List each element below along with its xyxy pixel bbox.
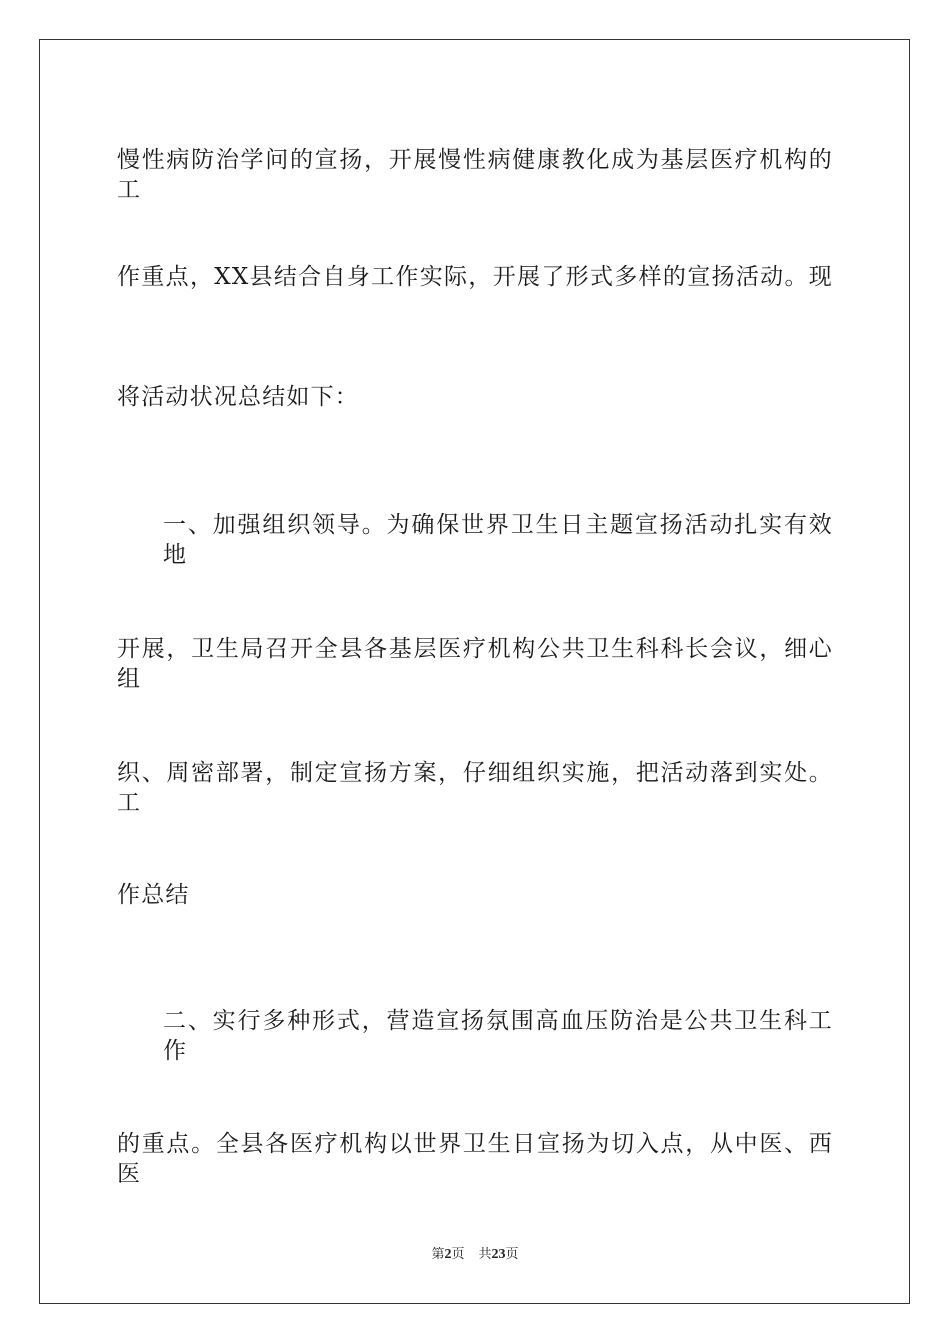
body-line-6: 织、周密部署，制定宣扬方案，仔细组织实施，把活动落到实处。工 bbox=[117, 760, 833, 816]
body-line-7: 作总结 bbox=[117, 882, 190, 908]
page-prefix: 第 bbox=[431, 1247, 445, 1262]
body-line-3: 将活动状况总结如下： bbox=[117, 384, 359, 410]
total-pages: 23 bbox=[491, 1247, 506, 1262]
body-line-8: 二、实行多种形式，营造宣扬氛围高血压防治是公共卫生科工作 bbox=[163, 1008, 833, 1064]
page-footer bbox=[0, 1246, 950, 1264]
body-line-1: 慢性病防治学问的宣扬，开展慢性病健康教化成为基层医疗机构的工 bbox=[117, 147, 833, 203]
body-line-5: 开展，卫生局召开全县各基层医疗机构公共卫生科科长会议，细心组 bbox=[117, 636, 833, 692]
total-prefix: 共 bbox=[478, 1247, 492, 1262]
body-line-9: 的重点。全县各医疗机构以世界卫生日宣扬为切入点，从中医、西医 bbox=[117, 1131, 833, 1187]
total-unit: 页 bbox=[505, 1247, 519, 1262]
body-line-2: 作重点，XX县结合自身工作实际，开展了形式多样的宣扬活动。现 bbox=[117, 264, 833, 290]
body-line-4: 一、加强组织领导。为确保世界卫生日主题宣扬活动扎实有效地 bbox=[163, 512, 833, 568]
page-unit: 页 bbox=[451, 1247, 465, 1262]
page-number: 2 bbox=[444, 1247, 452, 1262]
